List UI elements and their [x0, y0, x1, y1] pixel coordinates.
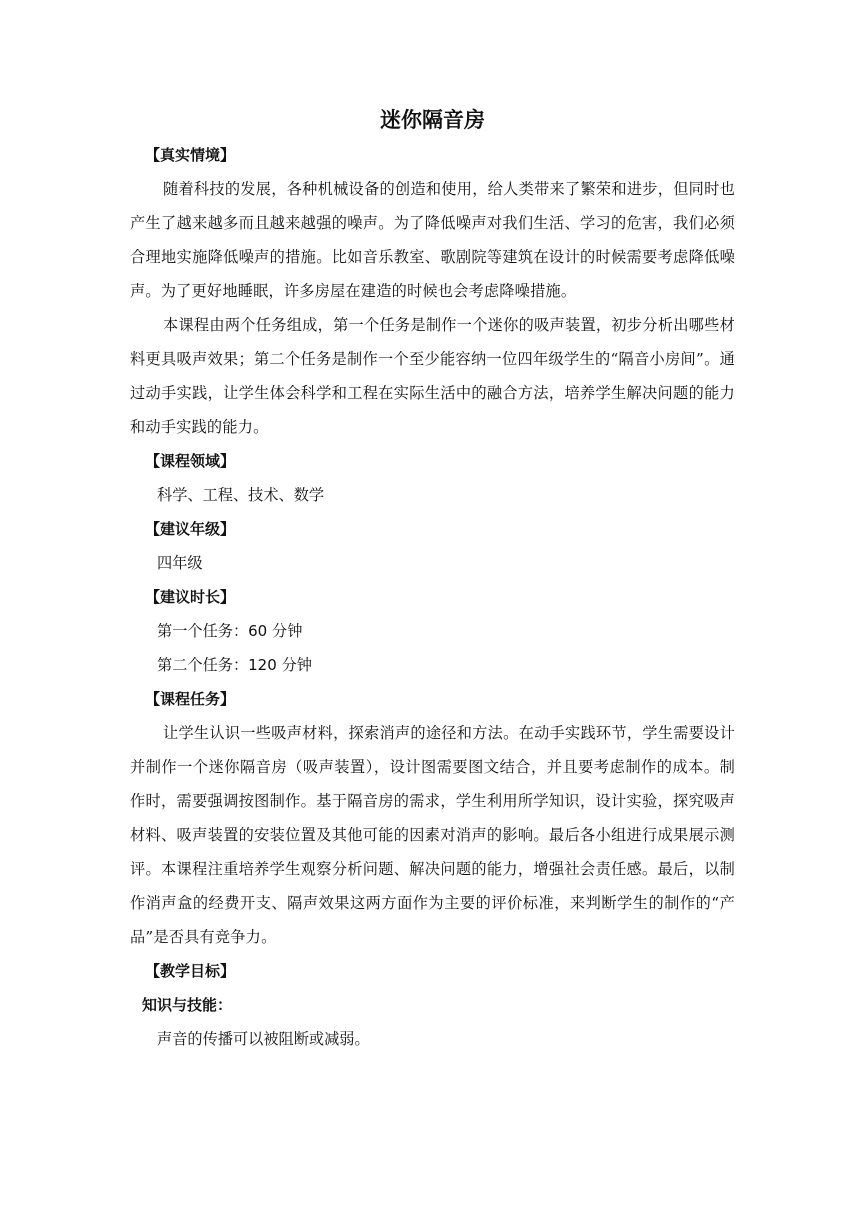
document-body — [130, 103, 735, 1056]
duration-task-2-value: 120 — [248, 656, 277, 674]
subheading-knowledge-skills: 知识与技能： — [142, 996, 233, 1014]
heading-teaching-goals: 【教学目标】 — [145, 962, 236, 980]
duration-task-2-label: 第二个任务： — [157, 656, 249, 674]
page-title: 迷你隔音房 — [380, 108, 485, 132]
duration-task-1-unit: 分钟 — [272, 622, 303, 640]
situation-paragraph-2: 本课程由两个任务组成，第一个任务是制作一个迷你的吸声装置，初步分析出哪些材料更具吸声效果；第二个任务是制作一个至少能容纳一位四年级学生的“隔音小房间”。通过动手实践，让学生体会科学和工程在实际生活中的融合方法，培养学生解决问题的能力和动手实践的能力。 — [130, 316, 735, 436]
course-field-text: 科学、工程、技术、数学 — [157, 486, 325, 504]
situation-paragraph-1: 随着科技的发展，各种机械设备的创造和使用，给人类带来了繁荣和进步，但同时也产生了越来越多而且越来越强的噪声。为了降低噪声对我们生活、学习的危害，我们必须合理地实施降低噪声的措施。比如音乐教室、歌剧院等建筑在设计的时候需要考虑降低噪声。为了更好地睡眠，许多房屋在建造的时候也会考虑降噪措施。 — [130, 180, 735, 300]
duration-task-2-unit: 分钟 — [281, 656, 312, 674]
heading-real-situation: 【真实情境】 — [145, 146, 236, 164]
duration-task-1-label: 第一个任务： — [157, 622, 249, 640]
duration-task-1 — [130, 614, 735, 648]
heading-course-field: 【课程领域】 — [145, 452, 236, 470]
suggested-grade-text: 四年级 — [157, 554, 203, 572]
course-tasks-paragraph: 让学生认识一些吸声材料，探索消声的途径和方法。在动手实践环节，学生需要设计并制作一个迷你隔音房（吸声装置），设计图需要图文结合，并且要考虑制作的成本。制作时，需要强调按图制作。基于隔音房的需求，学生利用所学知识，设计实验，探究吸声材料、吸声装置的安装位置及其他可能的因素对消声的影响。最后各小组进行成果展示测评。本课程注重培养学生观察分析问题、解决问题的能力，增强社会责任感。最后，以制作消声盒的经费开支、隔声效果这两方面作为主要的评价标准，来判断学生的制作的“产品”是否具有竞争力。 — [130, 724, 735, 946]
heading-suggested-grade: 【建议年级】 — [145, 520, 236, 538]
heading-course-tasks: 【课程任务】 — [145, 690, 236, 708]
duration-task-2 — [130, 648, 735, 682]
duration-task-1-value: 60 — [248, 622, 268, 640]
heading-suggested-duration: 【建议时长】 — [145, 588, 236, 606]
knowledge-skills-text: 声音的传播可以被阻断或减弱。 — [157, 1030, 370, 1048]
